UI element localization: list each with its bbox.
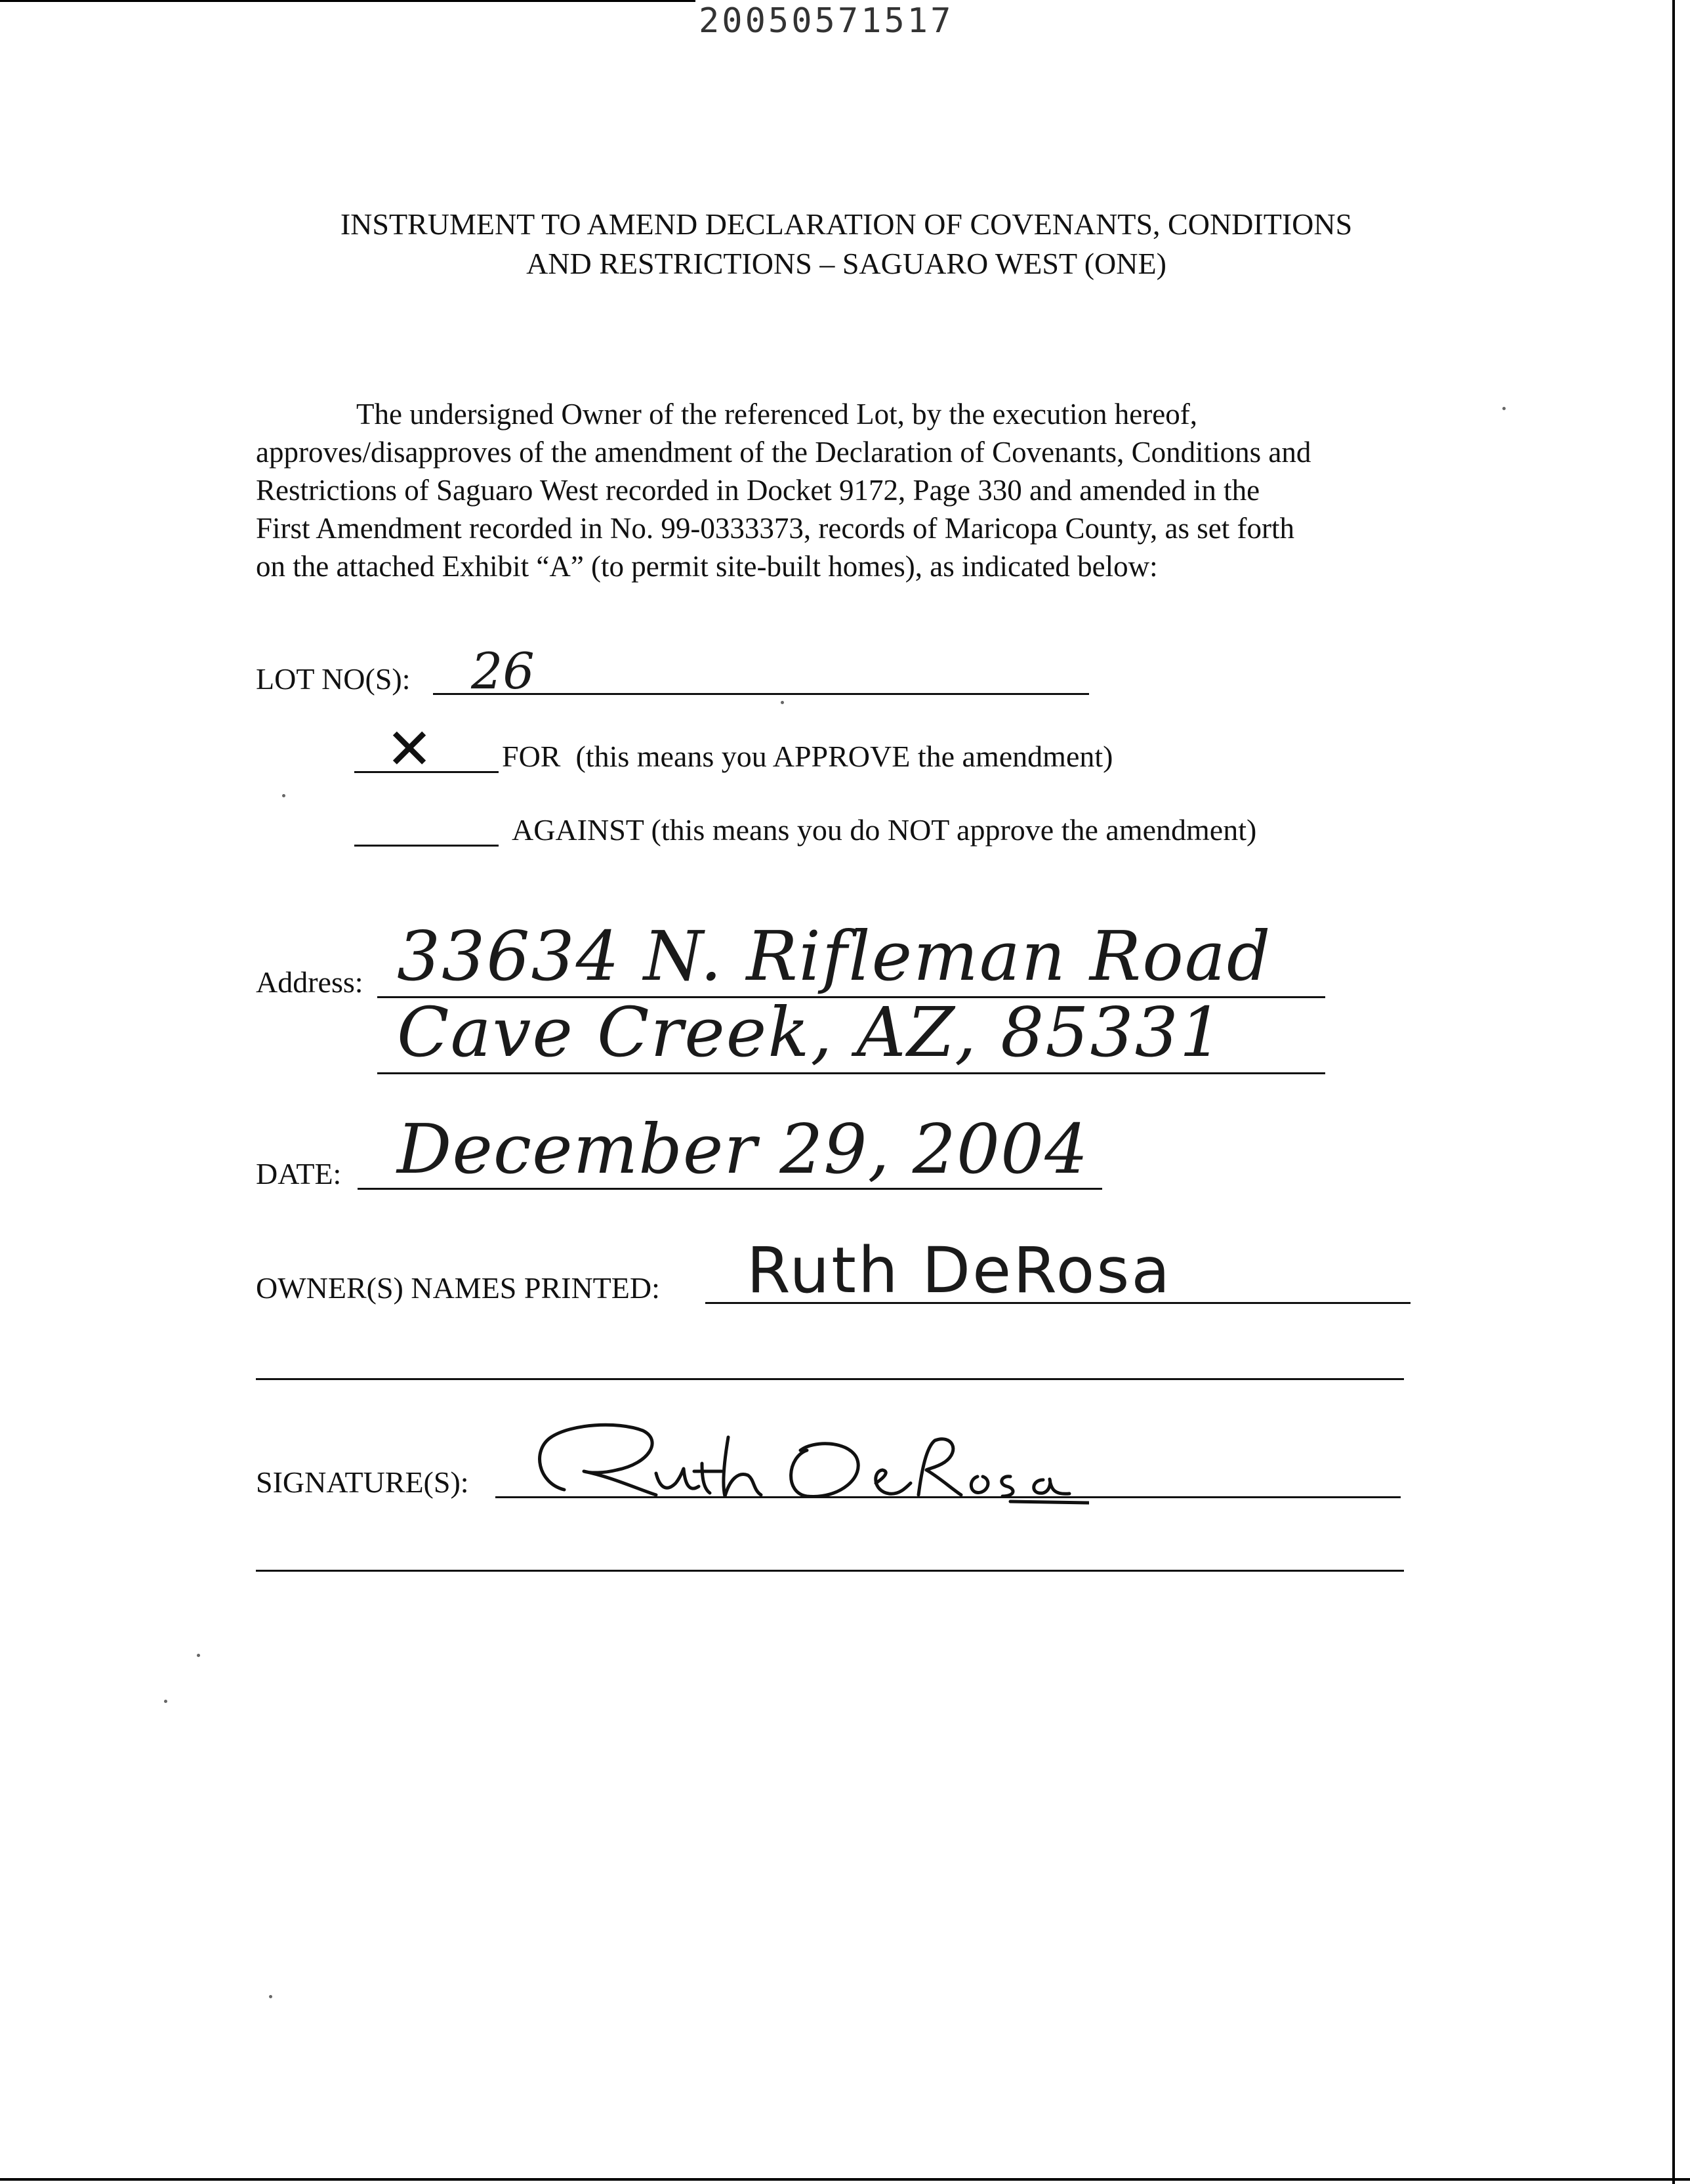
date-label: DATE: xyxy=(256,1157,342,1190)
signature-label: SIGNATURE(S): xyxy=(256,1465,469,1499)
for-x-mark[interactable]: ✕ xyxy=(386,717,434,782)
signature-handwriting xyxy=(525,1411,1089,1509)
owner-names-underline-2 xyxy=(256,1378,1404,1380)
scan-speck xyxy=(269,1995,272,1998)
lot-label: LOT NO(S): xyxy=(256,662,411,696)
address-underline-2 xyxy=(377,1072,1325,1074)
document-title-line-1: INSTRUMENT TO AMEND DECLARATION OF COVENANTS, CONDITIONS xyxy=(340,207,1353,241)
signature-image[interactable] xyxy=(525,1411,1089,1509)
scan-speck xyxy=(197,1654,200,1657)
signature-underline-2 xyxy=(256,1570,1404,1572)
address-line-2[interactable]: Cave Creek, AZ, 85331 xyxy=(397,992,1224,1072)
scan-speck xyxy=(781,701,784,704)
body-line-1: The undersigned Owner of the referenced Lot, by the execution hereof, xyxy=(356,398,1197,430)
against-blank[interactable] xyxy=(354,845,499,847)
scan-edge-bottom xyxy=(0,2178,1690,2181)
document-title-line-2: AND RESTRICTIONS – SAGUARO WEST (ONE) xyxy=(526,247,1166,280)
for-option-label: FOR (this means you APPROVE the amendment) xyxy=(502,740,1113,773)
lot-value[interactable]: 26 xyxy=(471,642,535,700)
scan-edge-right xyxy=(1672,0,1675,2184)
scan-edge-top xyxy=(0,0,695,2)
body-line-5: on the attached Exhibit “A” (to permit site-built homes), as indicated below: xyxy=(256,550,1158,583)
scan-speck xyxy=(164,1700,167,1703)
body-line-3: Restrictions of Saguaro West recorded in Docket 9172, Page 330 and amended in the xyxy=(256,474,1260,507)
owner-names-value[interactable]: Ruth DeRosa xyxy=(747,1234,1172,1307)
scan-speck xyxy=(1502,407,1506,410)
scan-speck xyxy=(282,794,285,797)
body-line-2: approves/disapproves of the amendment of the Declaration of Covenants, Conditions and xyxy=(256,436,1311,469)
recording-number: 20050571517 xyxy=(699,1,954,41)
body-line-4: First Amendment recorded in No. 99-0333373, records of Maricopa County, as set forth xyxy=(256,512,1294,545)
against-option-label: AGAINST (this means you do NOT approve the amendment) xyxy=(512,813,1257,847)
owner-names-label: OWNER(S) NAMES PRINTED: xyxy=(256,1271,660,1305)
address-line-1[interactable]: 33634 N. Rifleman Road xyxy=(397,916,1272,996)
address-label: Address: xyxy=(256,965,363,999)
date-value[interactable]: December 29, 2004 xyxy=(397,1109,1089,1189)
